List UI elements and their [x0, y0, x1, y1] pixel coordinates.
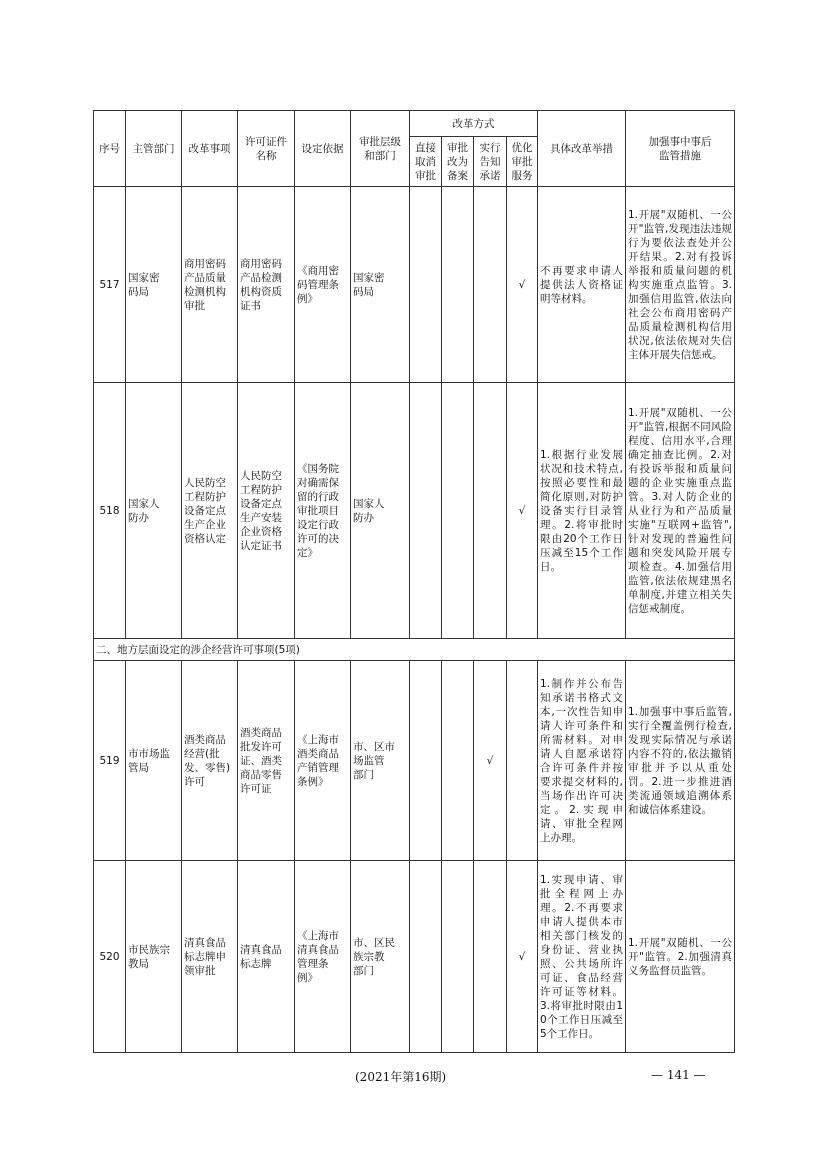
row-seq: 517 [94, 187, 126, 383]
row-license: 商用密码 产品检测 机构资质 证书 [238, 187, 295, 383]
row-seq: 519 [94, 661, 126, 861]
header-basis: 设定依据 [295, 111, 351, 187]
mode-optimize-check: √ [507, 861, 538, 1053]
mode-record-cell [442, 187, 474, 383]
row-license: 人民防空 工程防护 设备定点 生产安装 企业资格 认定证书 [238, 383, 295, 639]
row-supervision: 1.加强事中事后监管,实行全覆盖例行检查,发现实际情况与承诺内容不符的,依法撤销审批并予以从重处罚。2.进一步推进酒类流通领域追溯体系和诚信体系建设。 [626, 661, 735, 861]
header-seq: 序号 [94, 111, 126, 187]
header-measures: 具体改革举措 [538, 111, 626, 187]
row-basis: 《商用密 码管理条 例》 [295, 187, 351, 383]
row-seq: 520 [94, 861, 126, 1053]
reform-table [93, 110, 735, 1053]
row-level: 国家密 码局 [351, 187, 410, 383]
mode-optimize-check: √ [507, 383, 538, 639]
table-row [94, 861, 735, 1053]
row-basis: 《上海市 酒类商品 产销管理 条例》 [295, 661, 351, 861]
mode-record-cell [442, 661, 474, 861]
row-supervision: 1.开展"双随机、一公开"监管,发现违法违规行为要依法查处并公开结果。2.对有投诉举报和质量问题的机构实施重点监管。3.加强信用监管,依法向社会公布商用密码产品质量检测机构信用状况,依法依规对失信主体开展失信惩戒。 [626, 187, 735, 383]
header-item: 改革事项 [182, 111, 238, 187]
mode-notify-check: √ [474, 661, 507, 861]
mode-notify-cell [474, 187, 507, 383]
row-item: 商用密码 产品质量 检测机构 审批 [182, 187, 238, 383]
mode-optimize-cell [507, 661, 538, 861]
row-measures: 1.制作并公布告知承诺书格式文本,一次性告知申请人许可条件和所需材料。对申请人自愿承诺符合许可条件并按要求提交材料的,当场作出许可决定。2.实现申请、审批全程网上办理。 [538, 661, 626, 861]
row-supervision: 1.开展"双随机、一公开"监管。2.加强清真义务监督员监管。 [626, 861, 735, 1053]
row-basis: 《上海市 清真食品 管理条 例》 [295, 861, 351, 1053]
section-title: 二、地方层面设定的涉企经营许可事项(5项) [94, 639, 735, 661]
mode-notify-cell [474, 861, 507, 1053]
row-dept: 国家密 码局 [126, 187, 182, 383]
mode-cancel-cell [410, 187, 442, 383]
header-mode-cancel: 直接 取消 审批 [410, 137, 442, 187]
row-supervision: 1.开展"双随机、一公开"监管,根据不同风险程度、信用水平,合理确定抽查比例。2.对有投诉举报和质量问题的企业实施重点监管。3.对人防企业的从业行为和产品质量实施"互联网+监管",针对发现的普遍性问题和突发风险开展专项检查。4.加强信用监管,依法依规建黑名单制度,并建立相关失信惩戒制度。 [626, 383, 735, 639]
mode-notify-cell [474, 383, 507, 639]
row-license: 清真食品 标志牌 [238, 861, 295, 1053]
row-dept: 国家人 防办 [126, 383, 182, 639]
row-level: 国家人 防办 [351, 383, 410, 639]
mode-cancel-cell [410, 661, 442, 861]
table-row [94, 661, 735, 861]
header-supervision: 加强事中事后 监管措施 [626, 111, 735, 187]
mode-cancel-cell [410, 383, 442, 639]
row-seq: 518 [94, 383, 126, 639]
row-item: 人民防空 工程防护 设备定点 生产企业 资格认定 [182, 383, 238, 639]
row-measures: 1.实现申请、审批全程网上办理。2.不再要求申请人提供本市相关部门核发的身份证、营业执照、公共场所许可证、食品经营许可证等材料。3.将审批时限由10个工作日压减至5个工作日。 [538, 861, 626, 1053]
row-measures: 不再要求申请人提供法人资格证明等材料。 [538, 187, 626, 383]
header-row-1 [94, 111, 735, 137]
issue-number: (2021年第16期) [355, 1070, 447, 1084]
row-dept: 市市场监 管局 [126, 661, 182, 861]
row-license: 酒类商品 批发许可 证、酒类 商品零售 许可证 [238, 661, 295, 861]
page-number: — 141 — [651, 1068, 706, 1082]
row-measures: 1.根据行业发展状况和技术特点,按照必要性和最简化原则,对防护设备实行目录管理。2.将审批时限由20个工作日压减至15个工作日。 [538, 383, 626, 639]
header-license: 许可证件 名称 [238, 111, 295, 187]
mode-cancel-cell [410, 861, 442, 1053]
header-mode-record: 审批 改为 备案 [442, 137, 474, 187]
header-mode-notify: 实行 告知 承诺 [474, 137, 507, 187]
header-mode-optimize: 优化 审批 服务 [507, 137, 538, 187]
row-item: 清真食品 标志牌申 领审批 [182, 861, 238, 1053]
row-item: 酒类商品 经营(批 发、零售) 许可 [182, 661, 238, 861]
row-level: 市、区民 族宗教 部门 [351, 861, 410, 1053]
header-level: 审批层级 和部门 [351, 111, 410, 187]
row-level: 市、区市 场监管 部门 [351, 661, 410, 861]
mode-optimize-check: √ [507, 187, 538, 383]
mode-record-cell [442, 861, 474, 1053]
row-basis: 《国务院 对确需保 留的行政 审批项目 设定行政 许可的决 定》 [295, 383, 351, 639]
header-dept: 主管部门 [126, 111, 182, 187]
row-dept: 市民族宗 教局 [126, 861, 182, 1053]
table-row [94, 187, 735, 383]
section-row [94, 639, 735, 661]
mode-record-cell [442, 383, 474, 639]
table-row [94, 383, 735, 639]
header-reform-mode: 改革方式 [410, 111, 538, 137]
